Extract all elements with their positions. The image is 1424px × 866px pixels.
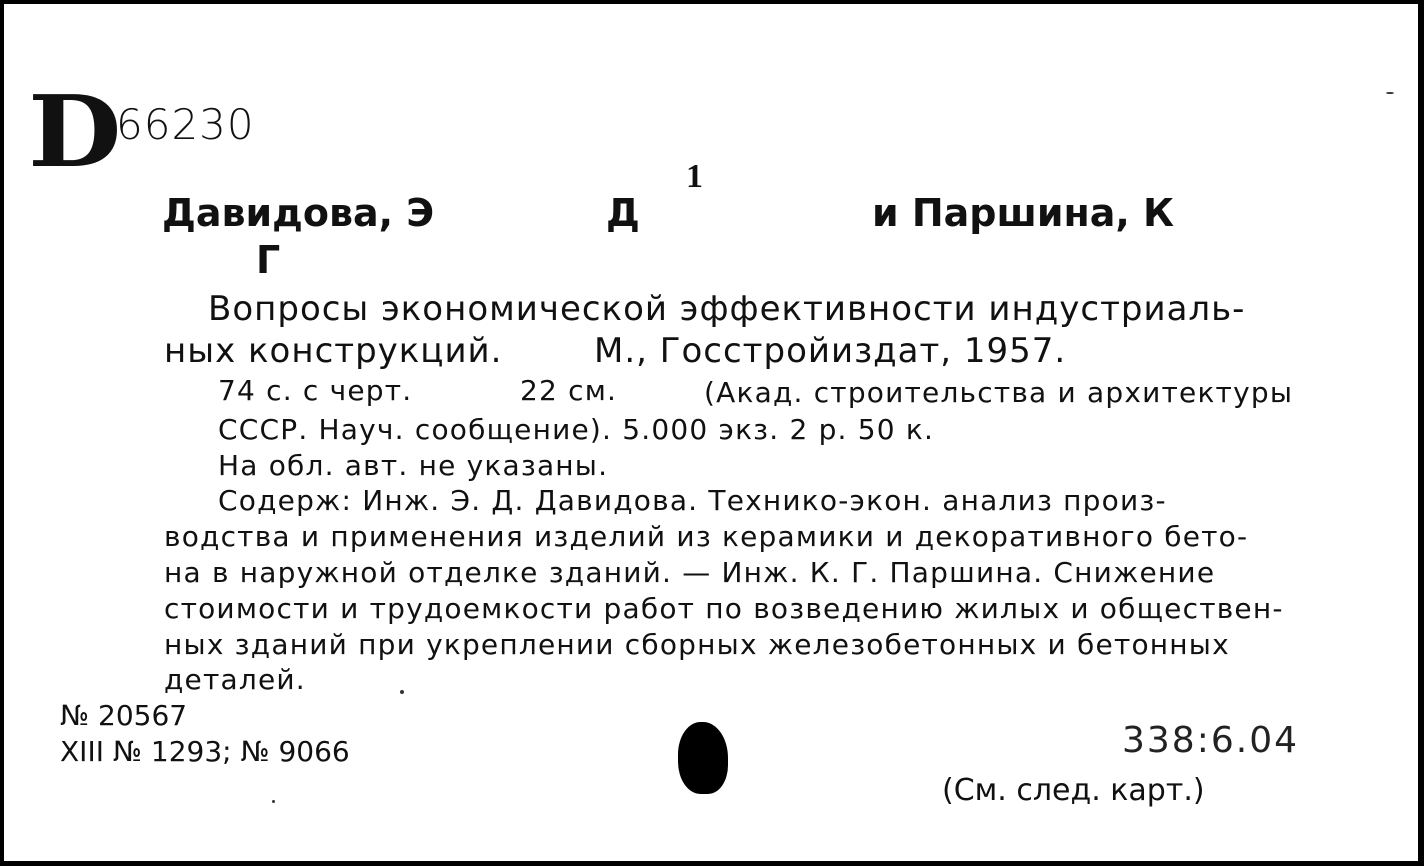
contents-line-6: деталей. [164,663,306,696]
ink-speck [1386,92,1394,94]
author-first: Давидова, Э [162,191,435,235]
continued-note: (См. след. карт.) [942,773,1205,808]
desc-line-2: СССР. Науч. сообщение). 5.000 экз. 2 р. 50 к. [218,413,935,446]
card-number: 1 [686,158,703,195]
ink-blot [678,722,728,794]
card-border-bottom [0,861,1424,866]
card-border-left [0,0,4,866]
desc-series: (Акад. строительства и архитектуры [704,376,1294,409]
handwritten-code: 338:6.04 [1122,720,1299,761]
contents-line-5: ных зданий при укреплении сборных железобетонных и бетонных [164,628,1230,661]
contents-line-4: стоимости и трудоемкости работ по возведению жилых и обществен- [164,592,1284,625]
ink-speck [272,800,275,803]
desc-size: 22 см. [520,374,618,407]
desc-pages: 74 с. с черт. [218,374,413,407]
card-border-top [0,0,1424,4]
contents-line-1: Содерж: Инж. Э. Д. Давидова. Технико-экон. анализ произ- [218,484,1167,517]
author-first-initial: Д [606,191,640,235]
contents-line-2: водства и применения изделий из керамики и декоративного бето- [164,520,1249,553]
title-line-2b: М., Госстройиздат, 1957. [594,331,1067,371]
desc-line-3: На обл. авт. не указаны. [218,449,609,482]
card-border-right [1418,0,1424,866]
ink-speck [400,690,404,694]
author-second: и Паршина, К [872,191,1175,235]
stamp-letter: D [28,75,120,190]
title-line-2a: ных конструкций. [164,331,503,371]
author-second-initial: Г [256,238,281,282]
contents-line-3: на в наружной отделке зданий. — Инж. К. Г. Паршина. Снижение [164,556,1216,589]
title-line-1: Вопросы экономической эффективности индустриаль- [208,289,1246,329]
stamp-number: 66230 [116,100,255,149]
series-number: XIII № 1293; № 9066 [60,735,350,768]
registry-number: № 20567 [60,699,188,732]
